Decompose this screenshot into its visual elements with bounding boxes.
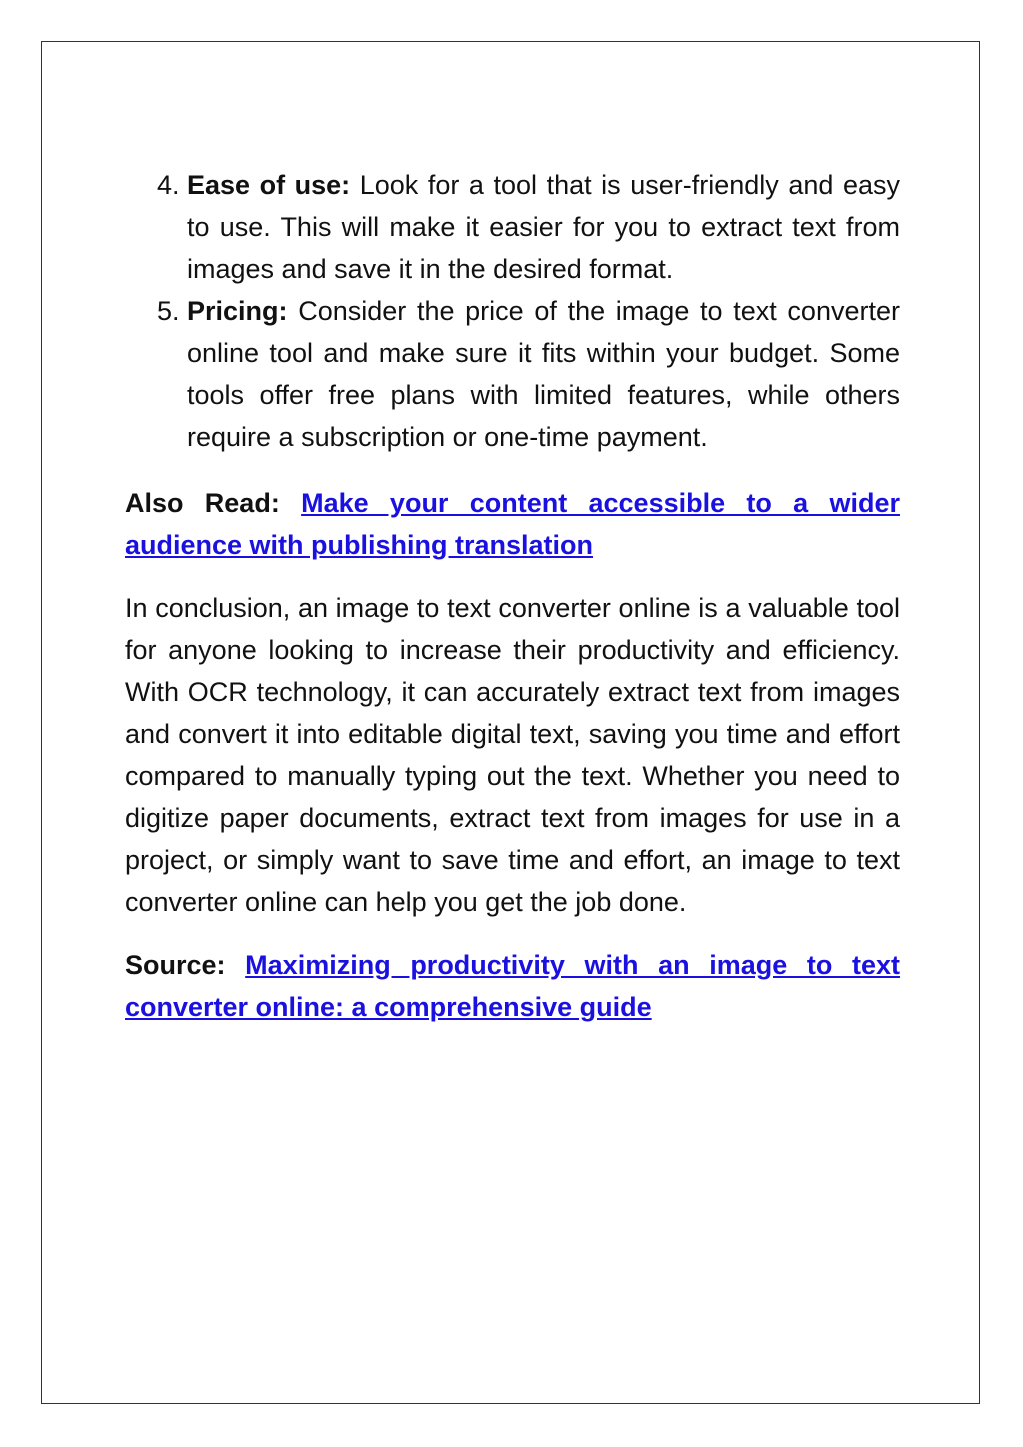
- list-item-number: 4.: [157, 170, 180, 200]
- list-item: [125, 290, 900, 458]
- list-item-term: Pricing:: [187, 296, 288, 326]
- page-content: [125, 164, 900, 1028]
- conclusion-paragraph: In conclusion, an image to text converter online is a valuable tool for anyone looking to increase their productivity and efficiency. With OCR technology, it can accurately extract text from images and convert it into editable digital text, saving you time and effort compared to manually typing out the text. Whether you need to digitize paper documents, extract text from images for use in a project, or simply want to save time and effort, an image to text converter online can help you get the job done.: [125, 593, 900, 917]
- list-item-term: Ease of use:: [187, 170, 351, 200]
- source-paragraph: [125, 944, 900, 1028]
- list-item-number: 5.: [157, 296, 180, 326]
- document-page: [41, 41, 980, 1404]
- source-label: Source:: [125, 950, 226, 980]
- list-item-text: Consider the price of the image to text converter online tool and make sure it fits within your budget. Some tools offer free plans with limited features, while others require a subscription or one-time payment.: [187, 296, 900, 452]
- numbered-list: [125, 164, 900, 458]
- also-read-paragraph: [125, 482, 900, 566]
- also-read-label: Also Read:: [125, 488, 280, 518]
- list-item: [125, 164, 900, 290]
- source-link[interactable]: Maximizing productivity with an image to text converter online: a comprehensive guide: [125, 950, 900, 1022]
- list-item-text: Look for a tool that is user-friendly and easy to use. This will make it easier for you to extract text from images and save it in the desired format.: [187, 170, 900, 284]
- also-read-link[interactable]: Make your content accessible to a wider audience with publishing translation: [125, 488, 900, 560]
